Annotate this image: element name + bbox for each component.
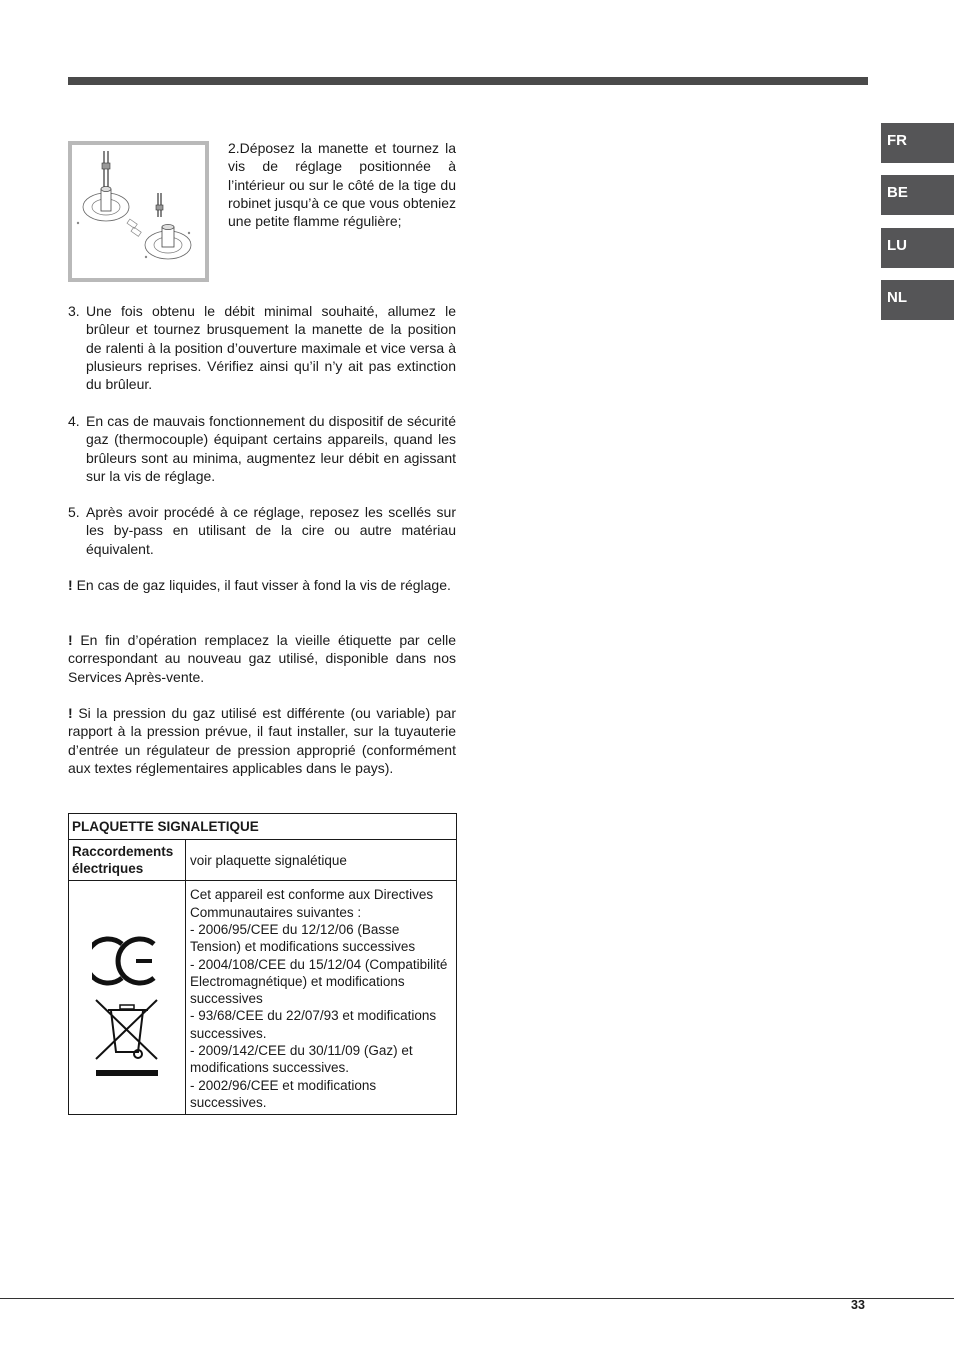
- step-5: [68, 503, 456, 558]
- table-title: PLAQUETTE SIGNALETIQUE: [69, 814, 457, 840]
- step-2-text: 2.Déposez la manette et tournez la vis de réglage positionnée à l’intérieur ou sur le côté de la tige du robinet jusqu’à ce que vous obteniez une petite flamme régulière;: [228, 140, 456, 230]
- directive-item: - 93/68/CEE du 22/07/93 et modifications successives.: [190, 1008, 437, 1041]
- note-text: En cas de gaz liquides, il faut visser à fond la vis de réglage.: [76, 577, 451, 593]
- directive-item: - 2009/142/CEE du 30/11/09 (Gaz) et modifications successives.: [190, 1043, 413, 1076]
- lang-tab-nl[interactable]: NL: [881, 280, 954, 320]
- directives-text: [186, 881, 457, 1115]
- screwdriver-adjustment-illustration: [68, 141, 209, 282]
- step-4: [68, 412, 456, 485]
- step-number: 5.: [68, 504, 80, 520]
- lang-tab-fr[interactable]: FR: [881, 123, 954, 163]
- page-number: 33: [851, 1298, 865, 1312]
- electrical-connections-label: Raccordements électriques: [69, 840, 186, 881]
- step-3: [68, 302, 456, 393]
- warning-mark: !: [68, 577, 73, 593]
- header-bar: [68, 77, 868, 85]
- directive-item: - 2004/108/CEE du 15/12/04 (Compatibilité Electromagnétique) et modifications successives: [190, 956, 448, 1007]
- step-number: 4.: [68, 413, 80, 429]
- warning-mark: !: [68, 705, 73, 721]
- lang-tab-be[interactable]: BE: [881, 175, 954, 215]
- warning-note-label: [68, 631, 456, 686]
- warning-mark: !: [68, 632, 73, 648]
- step-text: En cas de mauvais fonctionnement du dispositif de sécurité gaz (thermocouple) équipant certains appareils, quand les brûleurs sont au minima, augmentez leur débit en agissant sur la vis de réglage.: [86, 413, 456, 484]
- note-text: Si la pression du gaz utilisé est différente (ou variable) par rapport à la pression prévue, il faut installer, sur la tuyauterie d’entrée un régulateur de pression approprié (conformément aux textes réglementaires applicables dans le pays).: [68, 705, 456, 776]
- directive-item: - 2002/96/CEE et modifications successives.: [190, 1077, 377, 1110]
- weee-crossed-bin-icon: [96, 1000, 158, 1076]
- warning-note-liquid-gas: [68, 576, 456, 594]
- step-number: 3.: [68, 303, 80, 319]
- lang-tab-lu[interactable]: LU: [881, 228, 954, 268]
- warning-note-pressure: [68, 704, 456, 777]
- step-text: Après avoir procédé à ce réglage, reposez les scellés sur les by-pass en utilisant de la cire ou autre matériau équivalent.: [86, 504, 456, 557]
- certification-icons-cell: [69, 881, 186, 1115]
- step-text: Une fois obtenu le débit minimal souhaité, allumez le brûleur et tournez brusquement la manette de la position de ralenti à la position d’ouverture maximale et vice versa à plusieurs reprises. Vérifiez ainsi qu’il n’y ait pas extinction du brûleur.: [86, 303, 456, 393]
- electrical-connections-value: voir plaquette signalétique: [186, 840, 457, 881]
- ce-mark-icon: [92, 916, 162, 1076]
- rating-plate-table: [68, 813, 457, 1115]
- directive-item: - 2006/95/CEE du 12/12/06 (Basse Tension) et modifications successives: [190, 922, 416, 955]
- directives-intro: Cet appareil est conforme aux Directives Communautaires suivantes :: [190, 887, 434, 920]
- footer-rule: [0, 1298, 954, 1299]
- note-text: En fin d’opération remplacez la vieille étiquette par celle correspondant au nouveau gaz utilisé, disponible dans nos Services Après-vente.: [68, 632, 457, 685]
